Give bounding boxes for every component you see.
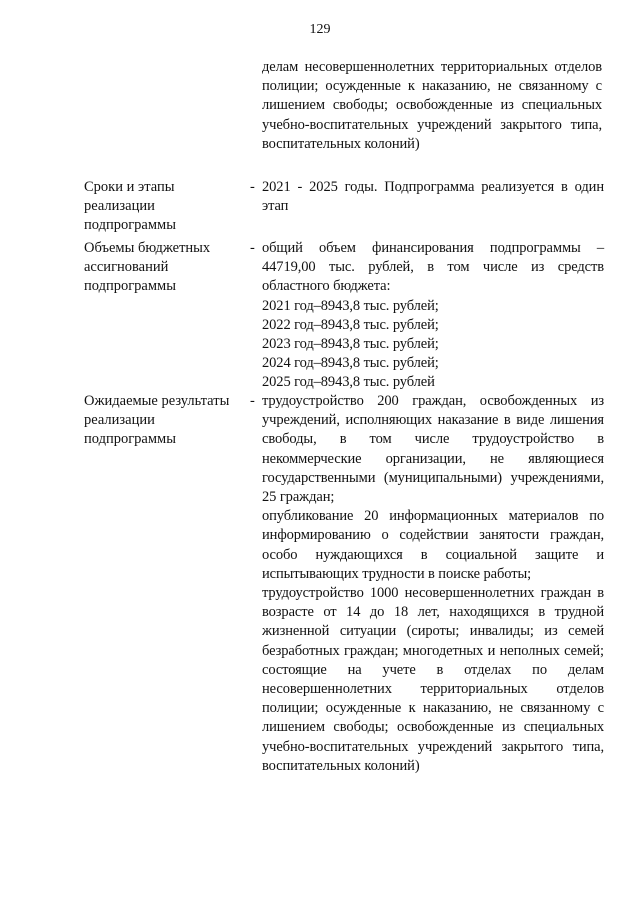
continuation-paragraph: делам несовершеннолетних территориальных отделов полиции; осужденные к наказанию, не связанному с лишением свободы; освобожденные из специальных учебно-воспитательных учреждений закрытого типа, воспитательных колоний) — [262, 59, 602, 152]
terms-content — [262, 178, 604, 216]
page-number: 129 — [309, 22, 331, 37]
results-paragraph: трудоустройство 1000 несовершеннолетних граждан в возрасте от 14 до 18 лет, находящихся в трудной жизненной ситуации (сироты; инвалиды; из семей безработных граждан; многодетных и неполных семей; состоящие на учете в отделах по делам несовершеннолетних территориальных отделов полиции; осужденные к наказанию, не связанному с лишением свободы; освобожденные из специальных учебно-воспитательных учреждений закрытого типа, воспитательных колоний) — [262, 585, 604, 774]
results-content — [262, 392, 604, 776]
budget-year-line: 2021 год–8943,8 тыс. рублей; — [262, 297, 439, 314]
results-paragraph: опубликование 20 информационных материалов по информированию о содействии занятости граждан, особо нуждающихся в социальной защите и испытывающих трудности в поиске работы; — [262, 508, 604, 582]
budget-year-line: 2025 год–8943,8 тыс. рублей — [262, 374, 435, 391]
terms-dash: - — [250, 179, 255, 195]
terms-text: 2021 - 2025 годы. Подпрограмма реализуется в один этап — [262, 179, 604, 215]
budget-label: Объемы бюджетных ассигнований подпрограммы — [84, 240, 211, 294]
budget-dash: - — [250, 240, 255, 256]
budget-year-line: 2022 год–8943,8 тыс. рублей; — [262, 316, 439, 333]
terms-label: Сроки и этапы реализации подпрограммы — [84, 179, 176, 233]
results-dash: - — [250, 393, 255, 409]
results-paragraph: трудоустройство 200 граждан, освобожденных из учреждений, исполняющих наказание в виде лишения свободы, в том числе трудоустройство в некоммерческие организации, не являющиеся государственными (муниципальными) учреждениями, 25 граждан; — [262, 393, 604, 506]
budget-intro: общий объем финансирования подпрограммы – 44719,00 тыс. рублей, в том числе из средств областного бюджета: — [262, 240, 604, 295]
budget-year-line: 2024 год–8943,8 тыс. рублей; — [262, 355, 439, 372]
budget-year-line: 2023 год–8943,8 тыс. рублей; — [262, 336, 439, 353]
results-label: Ожидаемые результаты реализации подпрограммы — [84, 393, 230, 447]
budget-content — [262, 239, 604, 393]
continuation-text-block — [262, 58, 602, 154]
